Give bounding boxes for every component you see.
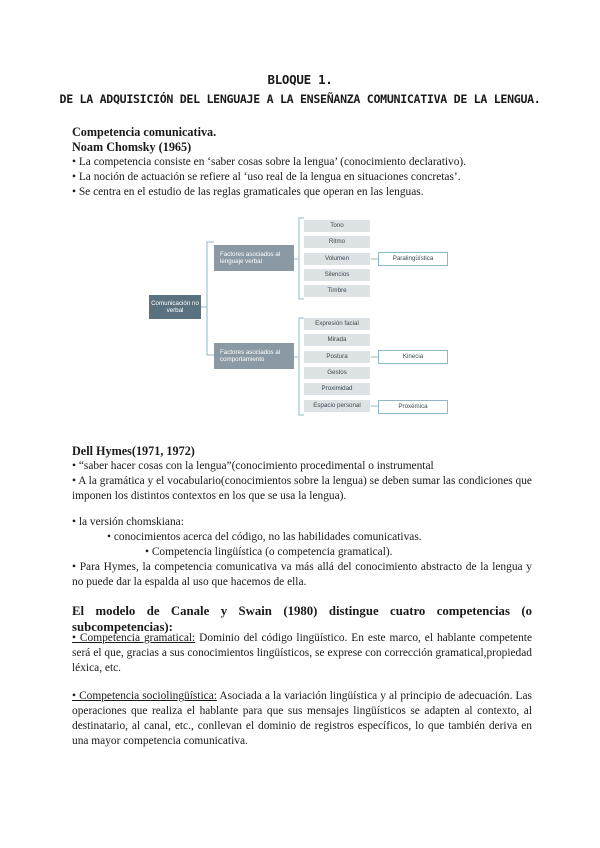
hymes-bullet-3: • la versión chomskiana: [72,516,184,528]
comp-sociolinguistica-paragraph [72,689,532,749]
comp-gramatical-paragraph [72,631,532,676]
item-volumen: Volumen [304,253,370,265]
author-chomsky: Noam Chomsky (1965) [72,140,192,154]
item-ritmo: Ritmo [304,236,370,248]
item-gestos: Gestos [304,367,370,379]
comp-gramatical-label: • Competencia gramatical: [72,632,196,644]
section-heading-canale-swain: El modelo de Canale y Swain (1980) distingue cuatro competencias (o subcompetencias): [72,604,532,634]
label-proxemica: Proxémica [378,400,448,414]
group-behavior: Factores asociados al comportamiento [214,343,294,369]
label-kinecia: Kinecia [378,350,448,364]
item-proximidad: Proximidad [304,383,370,395]
hymes-bullet-1: • “saber hacer cosas con la lengua”(conocimiento procedimental o instrumental [72,460,434,472]
item-postura: Postura [304,351,370,363]
group-verbal: Factores asociados al lenguaje verbal [214,245,294,271]
chomsky-bullet-1: • La competencia consiste en ‘saber cosas sobre la lengua’ (conocimiento declarativo). [72,156,467,168]
author-hymes: Dell Hymes(1971, 1972) [72,444,195,458]
hymes-bullet-4: • Para Hymes, la competencia comunicativa va más allá del conocimiento abstracto de la lengua y no puede dar la espalda al uso que hacemos de ella. [72,561,532,588]
item-tono: Tono [304,220,370,232]
hymes-bullet-2: • A la gramática y el vocabulario(conocimientos sobre la lengua) se deben sumar las condiciones que imponen los distintos contextos en los que se usa la lengua). [72,475,532,502]
item-espacio-personal: Espacio personal [304,400,370,412]
bloque-title: BLOQUE 1. [267,72,333,87]
item-expresion-facial: Expresión facial [304,318,370,330]
chomsky-bullet-3: • Se centra en el estudio de las reglas gramaticales que operan en las lenguas. [72,186,424,198]
label-paralinguistica: Paralingüística [378,252,448,266]
item-timbre: Timbre [304,285,370,297]
hymes-sub-bullet-2: • Competencia lingüística (o competencia gramatical). [145,546,393,558]
item-mirada: Mirada [304,334,370,346]
root-nonverbal: Comunicación no verbal [149,295,201,319]
hymes-sub-bullet-1: • conocimientos acerca del código, no las habilidades comunicativas. [107,531,422,543]
chomsky-bullet-2: • La noción de actuación se refiere al ‘uso real de la lengua en situaciones concretas’. [72,171,461,183]
nonverbal-communication-diagram [149,217,451,417]
comp-sociolinguistica-text: Asociada a la variación lingüística y al principio de adecuación. Las operaciones que realiza el hablante para que sus mensajes lingüísticos se adapten al contexto, al destinatario, al canal, etc., conllevan el dominio de registros específicos, lo que también deriva en una mayor competencia comunicativa. [72,690,532,747]
item-silencios: Silencios [304,269,370,281]
comp-sociolinguistica-label: • Competencia sociolingüística: [72,690,217,702]
comp-gramatical-text: Dominio del código lingüístico. En este marco, el hablante competente será el que, gracias a sus conocimientos lingüísticos, se exprese con corrección gramatical,propiedad léxica, etc. [72,632,533,674]
section-heading-competencia: Competencia comunicativa. [72,125,217,139]
bloque-subtitle: DE LA ADQUISICIÓN DEL LENGUAJE A LA ENSEÑANZA COMUNICATIVA DE LA LENGUA. [59,92,541,106]
